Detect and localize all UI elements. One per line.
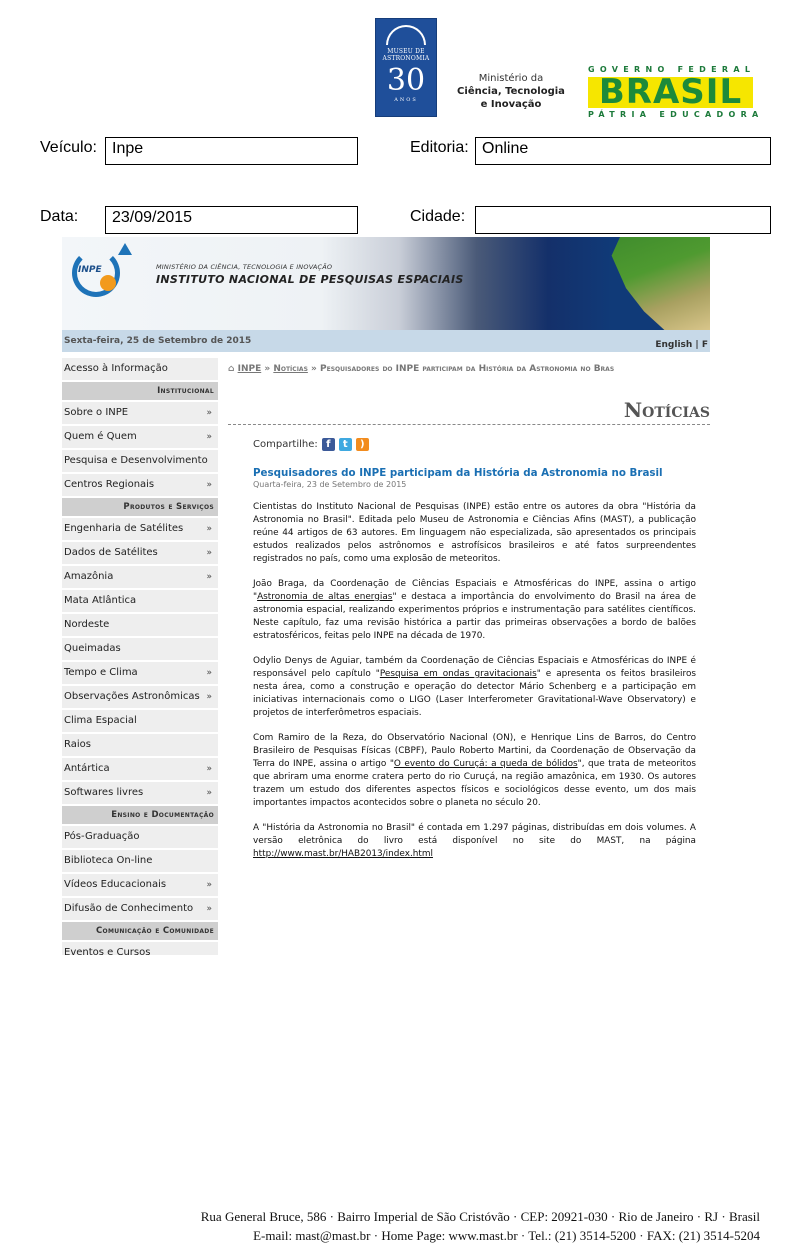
museu-logo-name: MUSEU DE ASTRONOMIA xyxy=(382,48,430,62)
sidebar-item[interactable] xyxy=(62,474,218,496)
sidebar-item-label: Quem é Quem xyxy=(64,431,137,442)
museu-logo-subtitle: ANOS xyxy=(394,97,418,103)
sidebar-item-label: Queimadas xyxy=(64,643,121,654)
sidebar-item-label: Amazônia xyxy=(64,571,114,582)
sidebar-item-label: Observações Astronômicas xyxy=(64,691,200,702)
twitter-icon[interactable]: t xyxy=(339,438,352,451)
article-date: Quarta-feira, 23 de Setembro de 2015 xyxy=(253,480,407,489)
main-content xyxy=(228,358,710,861)
chevron-right-icon: » xyxy=(206,880,212,890)
sidebar-item-label: Difusão de Conhecimento xyxy=(64,903,194,914)
sidebar-item-label: Softwares livres xyxy=(64,787,144,798)
sidebar-item[interactable] xyxy=(62,566,218,588)
sidebar-item-label: Sobre o INPE xyxy=(64,407,129,418)
ministerio-line2: Ciência, Tecnologia xyxy=(457,86,565,97)
sidebar-item-label: Nordeste xyxy=(64,619,110,630)
sidebar-item[interactable] xyxy=(62,450,218,472)
sidebar-item-label: Eventos e Cursos xyxy=(64,947,151,955)
ministerio-line1: Ministério da xyxy=(478,73,544,84)
ministerio-logo xyxy=(452,72,570,111)
sidebar-item[interactable] xyxy=(62,758,218,780)
sidebar-item[interactable] xyxy=(62,874,218,896)
article-paragraph-1: Cientistas do Instituto Nacional de Pesquisas (INPE) estão entre os autores da obra "História da Astronomia no Brasil". Editada pelo Museu de Astronomia e Ciências Afins (MAST), a publicação reúne 44 artigos de 63 autores. Em linguagem não especializada, são apresentados os principais estudos realizados pelos astrônomos e astrofísicos brasileiros e até fatos surpreendentes registrados no país, como uma explosão de meteoritos. xyxy=(253,502,696,564)
chevron-right-icon: » xyxy=(206,904,212,914)
governo-top: GOVERNO FEDERAL xyxy=(588,65,756,74)
chevron-right-icon: » xyxy=(206,408,212,418)
editoria-label: Editoria: xyxy=(410,139,469,156)
link-evento-curuca[interactable]: O evento do Curuçá: a queda de bólidos xyxy=(393,759,578,769)
sidebar-item-label: Tempo e Clima xyxy=(64,667,138,678)
veiculo-label: Veículo: xyxy=(40,139,97,156)
footer-address xyxy=(201,1207,760,1245)
section-title: Notícias xyxy=(228,398,710,425)
governo-word: BRASIL xyxy=(588,77,753,108)
chevron-right-icon: » xyxy=(206,668,212,678)
sidebar-item-label: Raios xyxy=(64,739,91,750)
rss-icon[interactable]: ) xyxy=(356,438,369,451)
sidebar-item[interactable] xyxy=(62,942,218,955)
sidebar-item[interactable] xyxy=(62,426,218,448)
sidebar-section-header: Produtos e Serviços xyxy=(62,498,218,516)
observatory-dome-icon xyxy=(386,25,426,45)
data-field[interactable]: 23/09/2015 xyxy=(105,206,358,234)
sidebar-item[interactable] xyxy=(62,638,218,660)
sidebar-item[interactable] xyxy=(62,710,218,732)
sidebar-item-label: Engenharia de Satélites xyxy=(64,523,184,534)
sidebar-item[interactable] xyxy=(62,782,218,804)
sidebar-item[interactable] xyxy=(62,614,218,636)
sidebar-menu xyxy=(62,358,218,955)
editoria-field[interactable]: Online xyxy=(475,137,771,165)
current-date: Sexta-feira, 25 de Setembro de 2015 xyxy=(64,336,252,346)
sidebar-section-header: Institucional xyxy=(62,382,218,400)
sidebar-section-header: Comunicação e Comunidade xyxy=(62,922,218,940)
breadcrumb xyxy=(228,364,710,380)
chevron-right-icon: » xyxy=(206,572,212,582)
article-paragraph-2: João Braga, da Coordenação de Ciências Espaciais e Atmosféricas do INPE, assina o artigo "Astronomia de altas energias" e destaca a importância do envolvimento do Brasil na área de astronomia espacial, realizando experimentos próprios e instrumentação para satélites científicos. Neste capítulo, faz uma revisão histórica a partir das primeiras observações a bordo de balões estratosféricos, feitas pelo INPE na década de 1970. xyxy=(253,579,696,641)
inpe-logo[interactable] xyxy=(72,243,134,301)
inpe-logo-text: INPE xyxy=(78,265,102,275)
article-paragraph-5: A "História da Astronomia no Brasil" é contada em 1.297 páginas, distribuídas em dois volumes. A versão eletrônica do livro está disponível no site do MAST, na página http://www.mast.br/HAB2013/index.html xyxy=(253,823,696,859)
south-america-satellite-image xyxy=(590,237,710,330)
breadcrumb-current: Pesquisadores do INPE participam da História da Astronomia no Bras xyxy=(320,364,615,374)
footer-line-2: E-mail: mast@mast.br · Home Page: www.mast.br · Tel.: (21) 3514-5200 · FAX: (21) 3514-5204 xyxy=(253,1228,760,1243)
share-bar xyxy=(253,435,710,453)
chevron-right-icon: » xyxy=(206,432,212,442)
home-icon[interactable]: ⌂ xyxy=(228,364,235,374)
breadcrumb-noticias[interactable]: Notícias xyxy=(273,364,308,374)
chevron-right-icon: » xyxy=(206,480,212,490)
link-ondas-gravitacionais[interactable]: Pesquisa em ondas gravitacionais xyxy=(379,669,537,679)
veiculo-field[interactable]: Inpe xyxy=(105,137,358,165)
link-astronomia-altas-energias[interactable]: Astronomia de altas energias xyxy=(257,592,393,602)
breadcrumb-inpe[interactable]: INPE xyxy=(237,364,262,374)
sidebar-item[interactable] xyxy=(62,734,218,756)
sidebar-item[interactable] xyxy=(62,850,218,872)
article-title[interactable]: Pesquisadores do INPE participam da História da Astronomia no Brasil xyxy=(253,467,663,479)
sidebar-item[interactable] xyxy=(62,358,218,380)
sidebar-item[interactable] xyxy=(62,542,218,564)
data-label: Data: xyxy=(40,208,79,225)
sidebar-item-label: Biblioteca On-line xyxy=(64,855,153,866)
sidebar-item-label: Antártica xyxy=(64,763,110,774)
sidebar-item-label: Centros Regionais xyxy=(64,479,155,490)
sidebar-item[interactable] xyxy=(62,898,218,920)
breadcrumb-separator: » xyxy=(264,364,271,374)
inpe-page-screenshot xyxy=(62,237,710,955)
chevron-right-icon: » xyxy=(206,548,212,558)
article-paragraph-4: Com Ramiro de la Reza, do Observatório Nacional (ON), e Henrique Lins de Barros, do Centro Brasileiro de Pesquisas Físicas (CBPF), Paulo Roberto Martini, da Coordenação de Observação da Terra do INPE, assina o artigo "O evento do Curuçá: a queda de bólidos", que trata de meteoritos que abriram uma enorme cratera perto do rio Curuçá, na região amazônica, em 1930. Os autores trazem um estudo dos diferentes aspectos físicos e sociológicos desse evento, um dos mais importantes impactos acontecidos sobre o planeta no século 20. xyxy=(253,733,696,808)
chevron-right-icon: » xyxy=(206,764,212,774)
sidebar-item-label: Pós-Graduação xyxy=(64,831,140,842)
museu-logo-number: 30 xyxy=(386,63,426,98)
governo-federal-logo xyxy=(588,65,764,120)
facebook-icon[interactable]: f xyxy=(322,438,335,451)
sidebar-item[interactable] xyxy=(62,662,218,684)
inpe-banner xyxy=(62,237,710,330)
institute-name: INSTITUTO NACIONAL DE PESQUISAS ESPACIAIS xyxy=(156,273,464,286)
sidebar-item[interactable] xyxy=(62,518,218,540)
governo-bottom: PÁTRIA EDUCADORA xyxy=(588,110,764,119)
language-link[interactable]: English | F xyxy=(655,340,708,350)
museu-astronomia-logo xyxy=(375,18,437,117)
chevron-right-icon: » xyxy=(206,788,212,798)
sidebar-section-header: Ensino e Documentação xyxy=(62,806,218,824)
ministry-text: MINISTÉRIO DA CIÊNCIA, TECNOLOGIA E INOVAÇÃO xyxy=(156,263,333,271)
chevron-right-icon: » xyxy=(206,524,212,534)
ministerio-line3: e Inovação xyxy=(480,99,542,110)
cidade-field[interactable] xyxy=(475,206,771,234)
sidebar-item[interactable] xyxy=(62,402,218,424)
article xyxy=(253,467,696,861)
breadcrumb-separator: » xyxy=(311,364,317,374)
article-paragraph-3: Odylio Denys de Aguiar, também da Coordenação de Ciências Espaciais e Atmosféricas do INPE é responsável pelo capítulo "Pesquisa em ondas gravitacionais" e apresenta os feitos brasileiros nesta área, como a construção e operação do detector Mário Schenberg e a participação em iniciativas internacionais como o LIGO (Laser Interferometer Gravitational-Wave Observatory) e projetos de interferômetros espaciais. xyxy=(253,656,697,718)
sidebar-item-label: Acesso à Informação xyxy=(64,363,168,374)
date-bar xyxy=(62,330,710,352)
inpe-logo-dot-icon xyxy=(100,275,116,291)
sidebar-item-label: Pesquisa e Desenvolvimento xyxy=(64,455,208,466)
share-label: Compartilhe: xyxy=(253,438,318,450)
footer-line-1: Rua General Bruce, 586 · Bairro Imperial de São Cristóvão · CEP: 20921-030 · Rio de Janeiro · RJ · Brasil xyxy=(200,1209,760,1224)
link-mast-hab2013[interactable]: http://www.mast.br/HAB2013/index.html xyxy=(253,849,433,859)
sidebar-item-label: Mata Atlântica xyxy=(64,595,137,606)
sidebar-item-label: Vídeos Educacionais xyxy=(64,879,167,890)
cidade-label: Cidade: xyxy=(410,208,466,225)
sidebar-item[interactable] xyxy=(62,590,218,612)
sidebar-item[interactable] xyxy=(62,686,218,708)
inpe-logo-arrow-icon xyxy=(118,243,132,255)
sidebar-item[interactable] xyxy=(62,826,218,848)
chevron-right-icon: » xyxy=(206,692,212,702)
sidebar-item-label: Clima Espacial xyxy=(64,715,137,726)
sidebar-item-label: Dados de Satélites xyxy=(64,547,158,558)
